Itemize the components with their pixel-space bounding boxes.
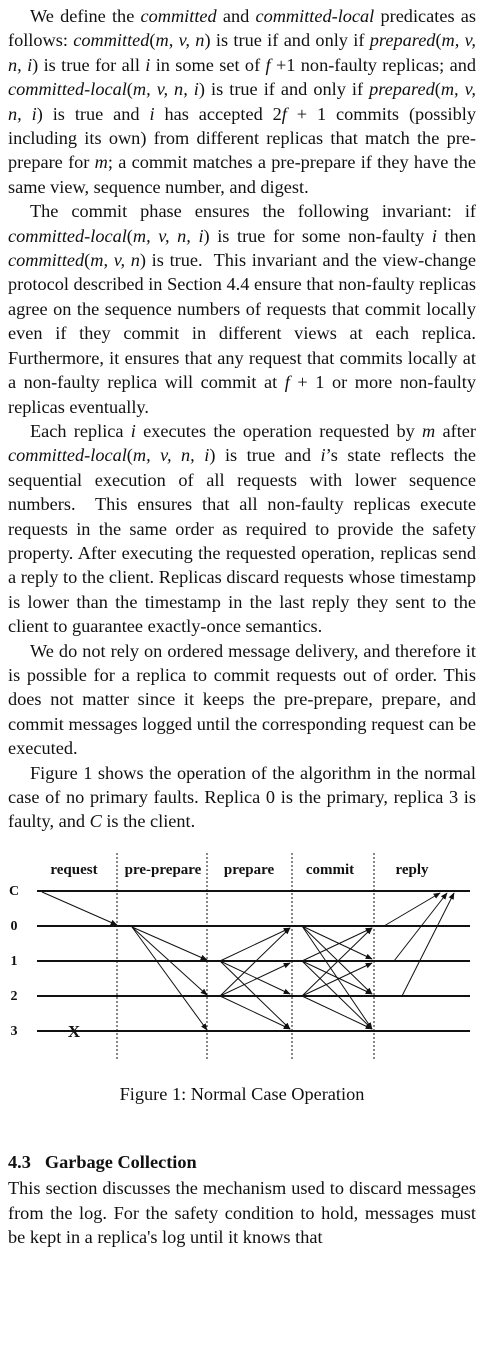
phase-label-reply: reply	[395, 861, 429, 878]
phase-label-pre-prepare: pre-prepare	[124, 861, 202, 878]
figure-normal-case-operation	[2, 848, 482, 1080]
row-label-replica-3: 3	[10, 1023, 18, 1039]
arrow-commit-0-1	[302, 926, 372, 959]
phase-label-commit: commit	[305, 861, 355, 878]
section-paragraph: This section discusses the mechanism used to discard messages from the log. For the safety condition to hold, messages must be kept in a replica's log until it knows that	[8, 1178, 476, 1248]
arrow-reply-0	[384, 893, 440, 926]
paragraph-commit-invariant: The commit phase ensures the following invariant: if committed-local(m, v, n, i) is true for some non-faulty i then committed(m, v, n) is true. This invariant and the view-change protocol described in Section 4.4 ensure that non-faulty replicas agree on the sequence numbers of requests that commit locally even if they commit in different views at each replica. Furthermore, it ensures that any request that commits locally at a non-faulty replica will commit at f + 1 or more non-faulty replicas eventually.	[8, 201, 476, 417]
timelines	[37, 891, 470, 1031]
arrow-commit-2-3	[302, 996, 372, 1029]
figure-caption: Figure 1: Normal Case Operation	[119, 1083, 365, 1104]
arrow-prepare-1-0	[220, 928, 290, 961]
row-label-replica-2: 2	[10, 988, 18, 1004]
phase-separators	[117, 853, 374, 1060]
arrow-prepare-1-2	[220, 961, 290, 994]
section-number: 4.3	[8, 1152, 31, 1173]
row-label-replica-0: 0	[10, 918, 18, 934]
arrow-commit-2-1	[302, 963, 372, 996]
section-title: Garbage Collection	[44, 1152, 197, 1173]
arrow-commit-1-2	[302, 961, 372, 994]
paragraph-figure-reference: Figure 1 shows the operation of the algorithm in the normal case of no primary faults. Replica 0 is the primary, replica 3 is faulty, and C is the client.	[8, 762, 476, 832]
protocol-diagram	[2, 848, 482, 1080]
paragraph-committed-definition: We define the committed and committed-local predicates as follows: committed(m, v, n) is true if and only if prepared(m, v, n, i) is true for all i in some set of f +1 non-faulty replicas; and committed-local(m, v, n, i) is true if and only if prepared(m, v, n, i) is true and i has accepted 2f + 1 commits (possibly including its own) from different replicas that match the pre-prepare for m; a commit matches a pre-prepare if they have the same view, sequence number, and digest.	[8, 6, 477, 197]
phase-label-request: request	[50, 861, 98, 878]
row-label-replica-1: 1	[10, 953, 18, 969]
row-label-client: C	[8, 883, 20, 899]
fault-marker: X	[67, 1021, 81, 1041]
phase-label-prepare: prepare	[223, 861, 275, 878]
arrow-request	[42, 892, 117, 925]
paper-page	[8, 4, 476, 1249]
paragraph-ordering: We do not rely on ordered message delivery, and therefore it is possible for a replica to commit requests out of order. This does not matter since it keeps the pre-prepare, prepare, and commit messages logged until the corresponding request can be executed.	[8, 640, 476, 759]
arrow-preprepare-1	[132, 927, 207, 960]
arrow-reply-2	[402, 893, 454, 996]
paragraph-execution: Each replica i executes the operation requested by m after committed-local(m, v, n, i) is true and i’s state reflects the sequential execution of all requests with lower sequence numbers. This ensures that all non-faulty replicas execute requests in the same order as required to provide the safety property. After executing the requested operation, replicas send a reply to the client. Replicas discard requests whose timestamp is lower than the timestamp in the last reply they sent to the client to guarantee exactly-once semantics.	[8, 420, 476, 637]
arrow-prepare-2-3	[220, 996, 290, 1029]
arrow-prepare-2-1	[220, 963, 290, 996]
arrow-commit-1-0	[302, 928, 372, 961]
section-heading	[8, 1150, 476, 1174]
arrow-preprepare-3	[132, 927, 207, 1030]
